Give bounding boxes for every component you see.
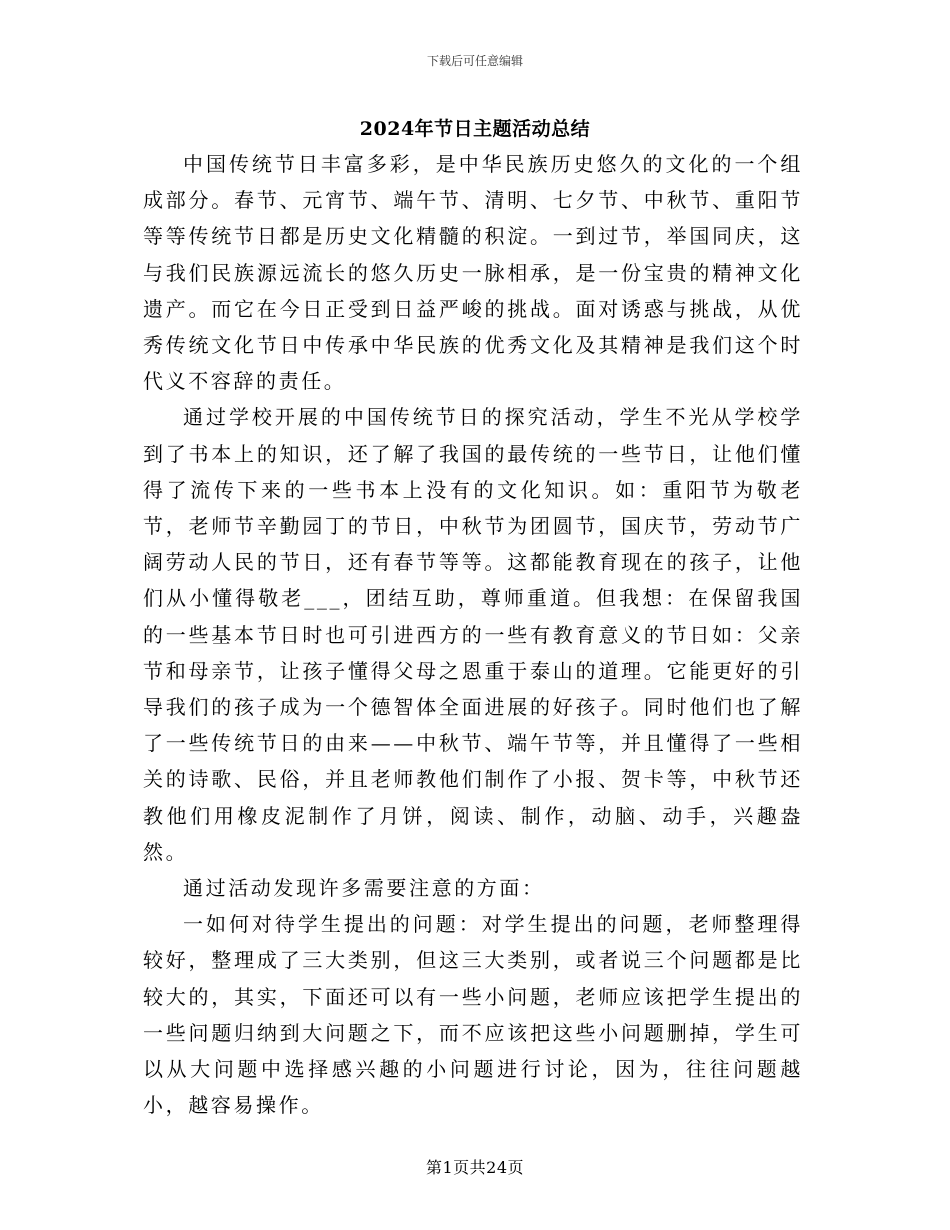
- paragraph: 一如何对待学生提出的问题：对学生提出的问题，老师整理得较好，整理成了三大类别，但这三大类别，或者说三个问题都是比较大的，其实，下面还可以有一些小问题，老师应该把学生提出的一些问题归纳到大问题之下，而不应该把这些小问题删掉，学生可以从大问题中选择感兴趣的小问题进行讨论，因为，往往问题越小，越容易操作。: [143, 912, 803, 1118]
- paragraph: 中国传统节日丰富多彩，是中华民族历史悠久的文化的一个组成部分。春节、元宵节、端午节、清明、七夕节、中秋节、重阳节等等传统节日都是历史文化精髓的积淀。一到过节，举国同庆，这与我们民族源远流长的悠久历史一脉相承，是一份宝贵的精神文化遗产。而它在今日正受到日益严峻的挑战。面对诱惑与挑战，从优秀传统文化节日中传承中华民族的优秀文化及其精神是我们这个时代义不容辞的责任。: [143, 152, 803, 394]
- header-note: 下载后可任意编辑: [426, 54, 523, 68]
- paragraph: 通过学校开展的中国传统节日的探究活动，学生不光从学校学到了书本上的知识，还了解了我国的最传统的一些节日，让他们懂得了流传下来的一些书本上没有的文化知识。如：重阳节为敬老节，老师节辛勤园丁的节日，中秋节为团圆节，国庆节，劳动节广阔劳动人民的节日，还有春节等等。这都能教育现在的孩子，让他们从小懂得敬老___，团结互助，尊师重道。但我想：在保留我国的一些基本节日时也可引进西方的一些有教育意义的节日如：父亲节和母亲节，让孩子懂得父母之恩重于泰山的道理。它能更好的引导我们的孩子成为一个德智体全面进展的好孩子。同时他们也了解了一些传统节日的由来——中秋节、端午节等，并且懂得了一些相关的诗歌、民俗，并且老师教他们制作了小报、贺卡等，中秋节还教他们用橡皮泥制作了月饼，阅读、制作，动脑、动手，兴趣盎然。: [143, 405, 803, 864]
- document-body: [143, 146, 803, 1123]
- document-title: 2024年节日主题活动总结: [359, 118, 591, 140]
- paragraph: 通过活动发现许多需要注意的方面：: [183, 876, 545, 901]
- page-number: 第1页共24页: [425, 1158, 525, 1177]
